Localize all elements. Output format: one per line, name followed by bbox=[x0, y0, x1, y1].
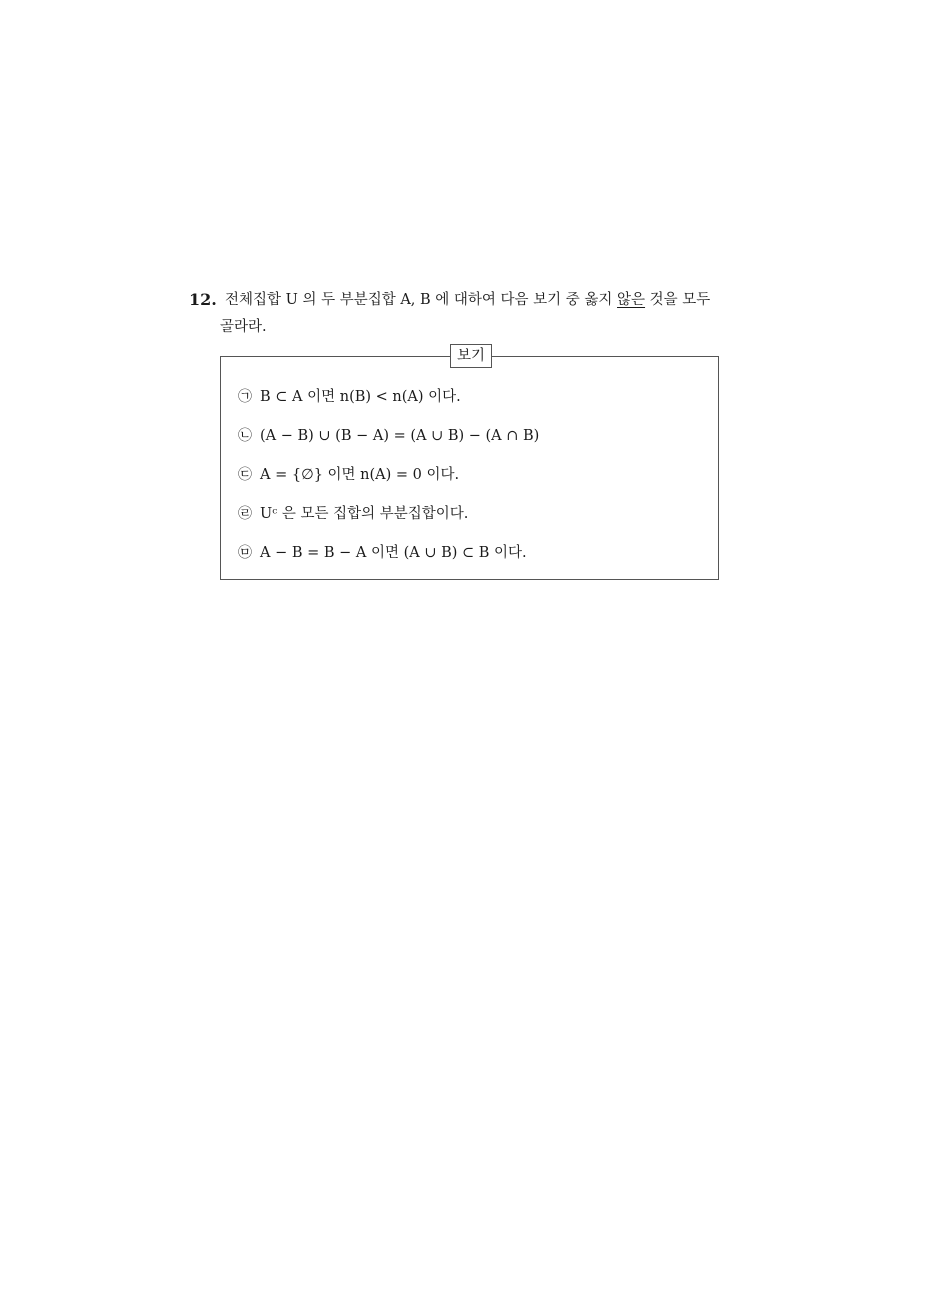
bogi-item-list bbox=[238, 385, 539, 580]
question-line-2: 골라라. bbox=[220, 319, 267, 335]
question-line-1-text: 전체집합 U 의 두 부분집합 A, B 에 대하여 다음 보기 중 옳지 bbox=[225, 292, 618, 308]
bogi-item-1 bbox=[238, 385, 539, 424]
item-text-1: B ⊂ A 이면 n(B) < n(A) 이다. bbox=[260, 389, 461, 405]
bogi-item-3 bbox=[238, 463, 539, 502]
bogi-item-5 bbox=[238, 541, 539, 580]
bogi-item-2 bbox=[238, 424, 539, 463]
item-text-2: (A − B) ∪ (B − A) = (A ∪ B) − (A ∩ B) bbox=[260, 428, 540, 444]
item-marker-4: ㉣ bbox=[238, 506, 252, 522]
item-text-3: A = {∅} 이면 n(A) = 0 이다. bbox=[260, 467, 460, 483]
item-marker-5: ㉤ bbox=[238, 545, 252, 561]
bogi-item-4 bbox=[238, 502, 539, 541]
item-marker-1: ㉠ bbox=[238, 389, 252, 405]
question-number: 12. bbox=[189, 290, 217, 309]
bogi-box bbox=[220, 348, 719, 580]
item-marker-3: ㉢ bbox=[238, 467, 252, 483]
question-underlined-word: 않은 bbox=[617, 292, 646, 308]
item-marker-2: ㉡ bbox=[238, 428, 252, 444]
item-text-4: Uᶜ 은 모든 집합의 부분집합이다. bbox=[260, 506, 469, 522]
question-line-1 bbox=[225, 287, 759, 313]
item-text-5: A − B = B − A 이면 (A ∪ B) ⊂ B 이다. bbox=[260, 545, 527, 561]
question-text bbox=[225, 287, 759, 313]
question-line-1-tail: 것을 모두 bbox=[645, 292, 711, 308]
bogi-title: 보기 bbox=[450, 344, 492, 368]
